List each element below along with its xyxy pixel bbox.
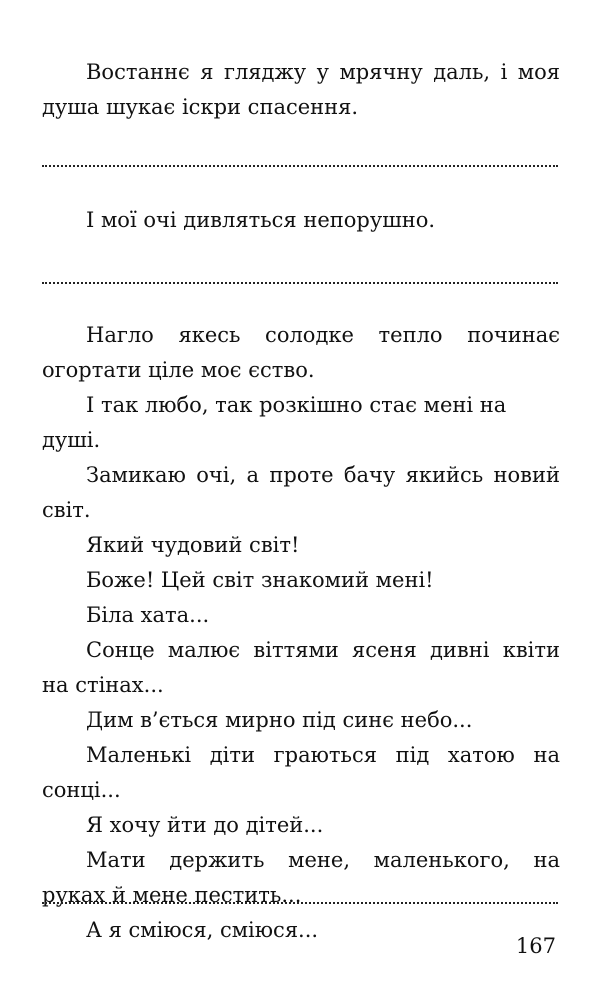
paragraph: І мої очі дивляться непорушно. [86, 208, 436, 232]
section-2 [42, 203, 560, 238]
paragraph: Мати держить мене, маленького, на руках й мене пестить... [42, 848, 560, 907]
paragraph: Я хочу йти до дітей... [86, 813, 324, 837]
paragraph: Біла хата... [86, 603, 210, 627]
section-3 [42, 318, 560, 948]
paragraph: Сонце малює віттями ясеня дивні квіти на стінах... [42, 638, 560, 697]
paragraph: Дим в’ється мирно під синє небо... [86, 708, 473, 732]
paragraph: І так любо, так розкішно стає мені на душі. [42, 393, 507, 452]
paragraph: Замикаю очі, а проте бачу якийсь новий світ. [42, 463, 560, 522]
paragraph: Який чудовий світ! [86, 533, 300, 557]
paragraph: Маленькі діти граються під хатою на сонці... [42, 743, 560, 802]
dotted-separator-2 [42, 282, 558, 284]
paragraph: Нагло якесь солодке тепло починає огортати ціле моє єство. [42, 323, 560, 382]
dotted-separator-3 [42, 902, 558, 904]
paragraph: А я сміюся, сміюся... [86, 918, 319, 942]
paragraph: Востаннє я гляджу у мрячну даль, і моя душа шукає іскри спасення. [42, 60, 560, 119]
paragraph: Боже! Цей світ знакомий мені! [86, 568, 434, 592]
page-number: 167 [515, 934, 556, 958]
dotted-separator-1 [42, 165, 558, 167]
section-1 [42, 55, 560, 125]
